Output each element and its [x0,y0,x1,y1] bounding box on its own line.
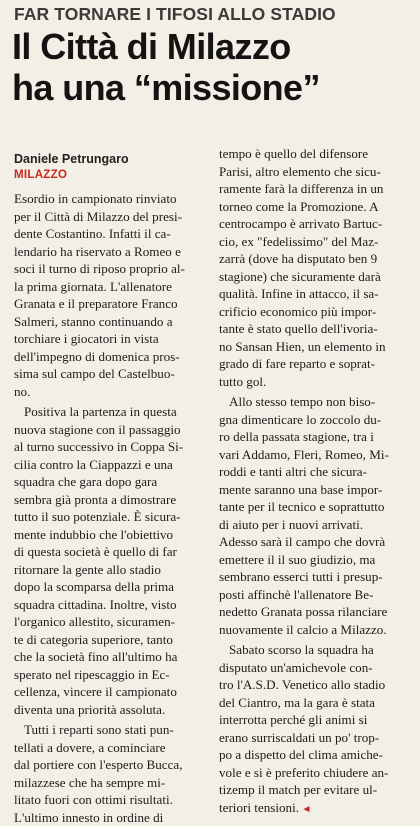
text-line: ramente farà la differenza in un [219,180,415,198]
text-line: dell'impegno di domenica pros- [14,348,206,366]
text-line: tizemp il match per evitare ul- [219,781,415,799]
text-line: la prima giornata. L'allenatore [14,278,206,296]
text-line: posti affinchè l'allenatore Be- [219,586,415,604]
text-line: tutto gol. [219,373,415,391]
text-line: Esordio in campionato rinviato [14,190,206,208]
text-line: squadra cittadina. Inoltre, visto [14,596,206,614]
text-line: zarrà (dove ha disputato ben 9 [219,250,415,268]
text-line: stagione) che sicuramente darà [219,268,415,286]
text-line: tante per il tecnico e soprattutto [219,498,415,516]
text-line: soci il turno di riposo proprio al- [14,260,206,278]
article-column-2 [219,145,415,818]
headline-line-1: Il Città di Milazzo [12,26,412,67]
text-line: crificio economico più impor- [219,303,415,321]
text-line: teriori tensioni. ◄ [219,799,415,819]
text-line: del Ciantro, ma la gara è stata [219,694,415,712]
text-line: dente Costantino. Infatti il ca- [14,225,206,243]
text-line: vole e si è preferito chiudere an- [219,764,415,782]
text-line: erano surriscaldati un po' trop- [219,729,415,747]
text-line: milazzese che ha sempre mi- [14,774,206,792]
text-line: Positiva la partenza in questa [14,403,206,421]
text-line: Granata e il preparatore Franco [14,295,206,313]
text-line: te di categoria superiore, tanto [14,631,206,649]
text-line: nuovamente il calcio a Milazzo. [219,621,415,639]
text-line: tro l'A.S.D. Venetico allo stadio [219,676,415,694]
text-line: diventa una priorità assoluta. [14,701,206,719]
text-line: mente indubbio che l'obiettivo [14,526,206,544]
text-line: dal portiere con l'esperto Bucca, [14,756,206,774]
text-line: al turno successivo in Coppa Si- [14,438,206,456]
text-line: sembra già pronta a dimostrare [14,491,206,509]
text-line: L'ultimo innesto in ordine di [14,809,206,826]
article-column-1 [14,190,206,826]
text-line: dopo la scomparsa della prima [14,578,206,596]
text-line: Tutti i reparti sono stati pun- [14,721,206,739]
text-line: tellati a dovere, a cominciare [14,739,206,757]
text-line: interrotta perché gli animi si [219,711,415,729]
text-line: Allo stesso tempo non biso- [219,393,415,411]
text-line: torneo come la Promozione. A [219,198,415,216]
text-line: sperato nel ripescaggio in Ec- [14,666,206,684]
text-line: emettere il il suo giudizio, ma [219,551,415,569]
text-line: l'organico allestito, sicuramen- [14,613,206,631]
text-line: tempo è quello del difensore [219,145,415,163]
text-line: torchiare i giocatori in vista [14,330,206,348]
author-name: Daniele Petrungaro [14,152,194,167]
text-line: Sabato scorso la squadra ha [219,641,415,659]
text-line: per il Città di Milazzo del presi- [14,208,206,226]
text-line: squadra che gara dopo gara [14,473,206,491]
text-line: sima sul campo del Castelbuo- [14,365,206,383]
text-line: che la società fino all'ultimo ha [14,648,206,666]
text-line: nuova stagione con il passaggio [14,421,206,439]
text-line: Adesso sarà il campo che dovrà [219,533,415,551]
text-line: litato fuori con ottimi risultati. [14,791,206,809]
text-line: po a dispetto del clima amiche- [219,746,415,764]
text-line: no Sansan Hien, un elemento in [219,338,415,356]
text-line: lendario ha riservato a Romeo e [14,243,206,261]
text-line: Salmeri, stanno continuando a [14,313,206,331]
text-line: no. [14,383,206,401]
text-line: roddi e tanti altri che sicura- [219,463,415,481]
text-line: Parisi, altro elemento che sicu- [219,163,415,181]
text-line: di aiuto per i nuovi arrivati. [219,516,415,534]
end-of-article-triangle-icon: ◄ [299,804,311,815]
text-line: grado di fare reparto e soprat- [219,355,415,373]
text-line: sembrano esserci tutti i presup- [219,568,415,586]
text-line: disputato un'amichevole con- [219,659,415,677]
byline [14,152,194,183]
text-line: cellenza, vincere il campionato [14,683,206,701]
text-line: tutto il suo potenziale. È sicura- [14,508,206,526]
text-line: gna dimenticare lo zoccolo du- [219,411,415,429]
headline-line-2: ha una “missione” [12,67,412,108]
text-line: cilia contro la Ciappazzi e una [14,456,206,474]
text-line: mente saranno una base impor- [219,481,415,499]
text-line: ritornare la gente allo stadio [14,561,206,579]
text-line: tante è stato quello dell'ivoria- [219,320,415,338]
text-line: qualità. Infine in attacco, il sa- [219,285,415,303]
text-line: vari Addamo, Fleri, Romeo, Mi- [219,446,415,464]
text-line: nedetto Granata possa rilanciare [219,603,415,621]
dateline-location: MILAZZO [14,167,194,183]
text-line: di questa società è quello di far [14,543,206,561]
text-line: centrocampo è arrivato Bartuc- [219,215,415,233]
article-headline [12,26,412,108]
text-line: ro della passata stagione, tra i [219,428,415,446]
article-kicker: FAR TORNARE I TIFOSI ALLO STADIO [14,4,414,25]
text-line: cio, ex "fedelissimo" del Maz- [219,233,415,251]
